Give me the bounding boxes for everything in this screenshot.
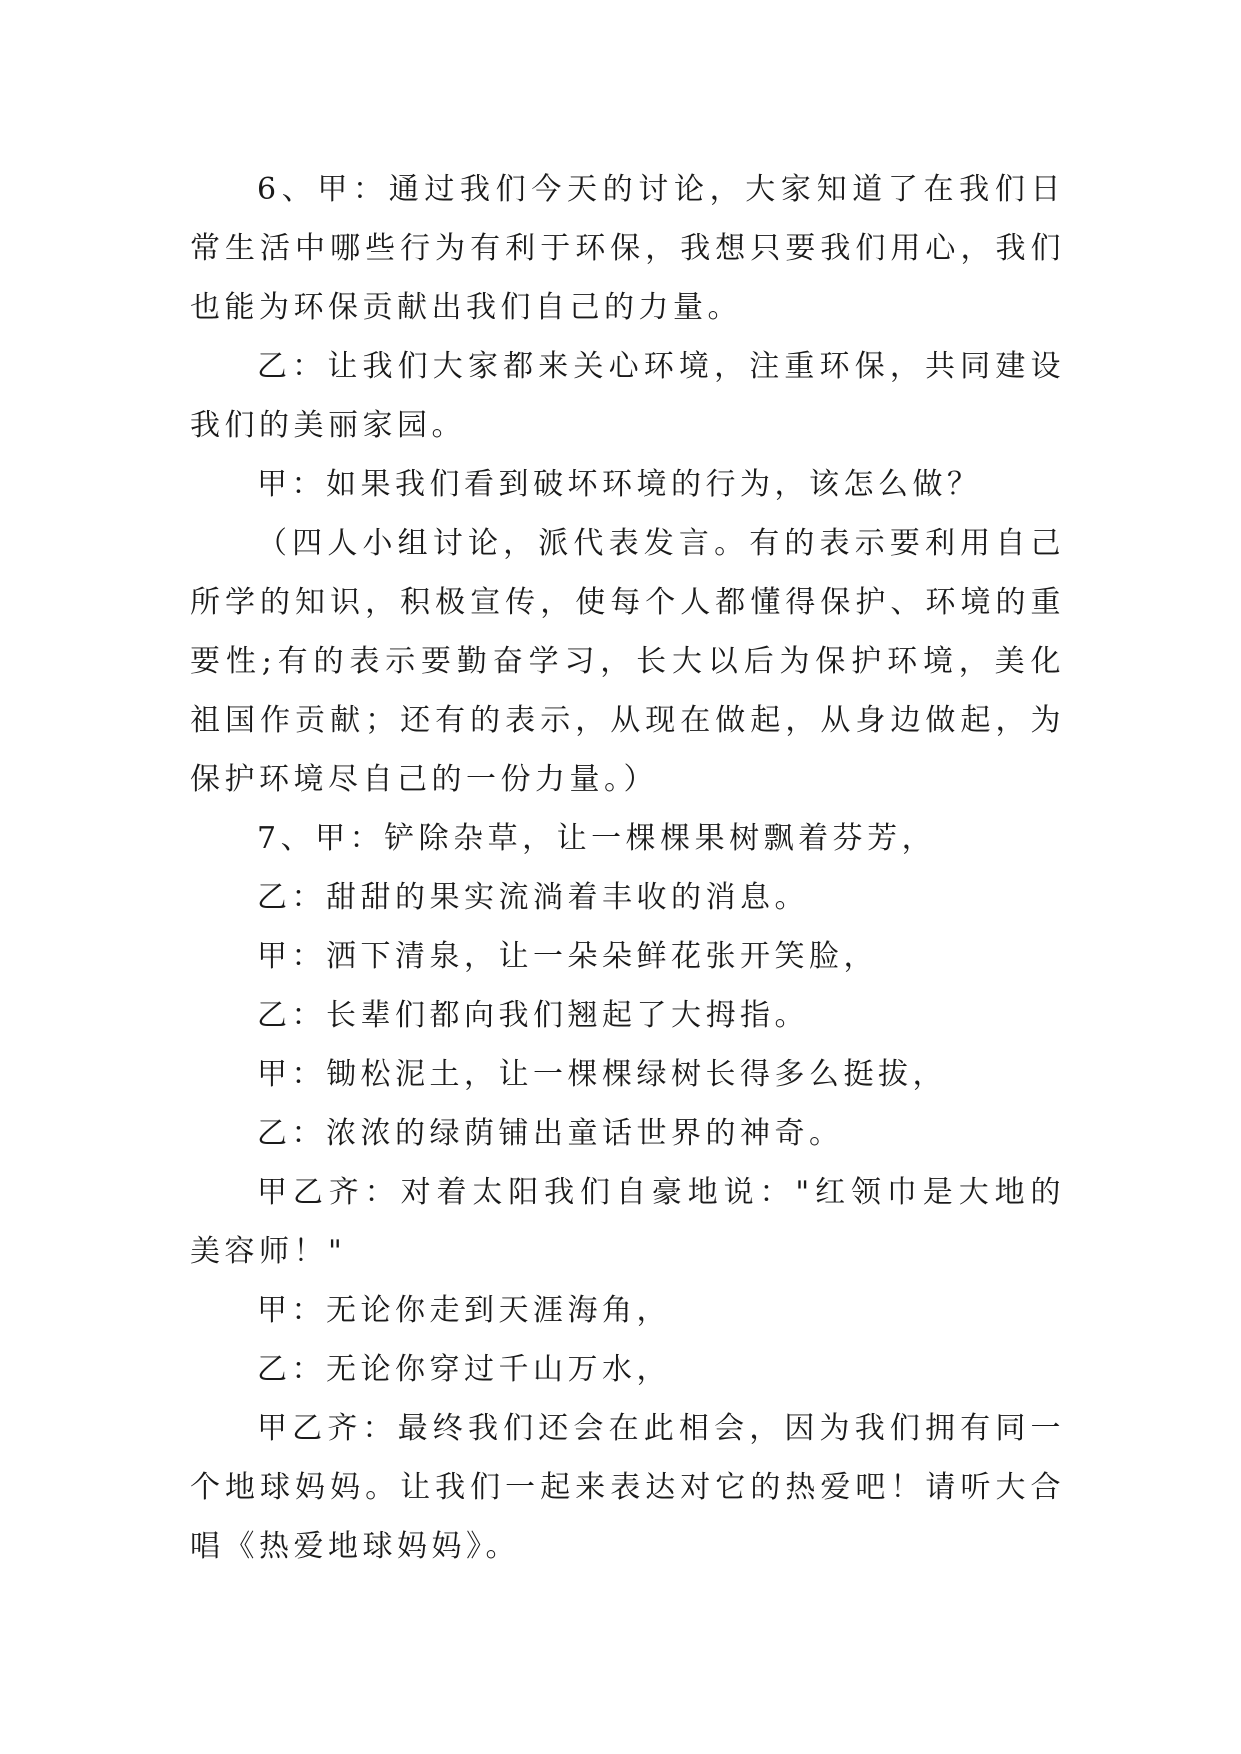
paragraph-yi-1: 乙：让我们大家都来关心环境，注重环保，共同建设我们的美丽家园。 — [190, 349, 1065, 443]
paragraph-together-1: 甲乙齐：对着太阳我们自豪地说："红领巾是大地的美容师！" — [190, 1175, 1065, 1269]
paragraph-jia-4: 甲：无论你走到天涯海角， — [257, 1293, 671, 1328]
paragraph-yi-3: 乙：长辈们都向我们翘起了大拇指。 — [257, 998, 809, 1033]
paragraph-6-jia: 6、甲：通过我们今天的讨论，大家知道了在我们日常生活中哪些行为有利于环保，我想只要我们用心，我们也能为环保贡献出我们自己的力量。 — [190, 172, 1065, 325]
paragraph-jia-2: 甲：洒下清泉，让一朵朵鲜花张开笑脸， — [257, 939, 878, 974]
paragraph-yi-4: 乙：浓浓的绿荫铺出童话世界的神奇。 — [257, 1116, 844, 1151]
paragraph-yi-2: 乙：甜甜的果实流淌着丰收的消息。 — [257, 880, 809, 915]
document-page — [190, 160, 1065, 1576]
paragraph-jia-question: 甲：如果我们看到破坏环境的行为，该怎么做？ — [257, 467, 982, 502]
paragraph-7-jia: 7、甲：铲除杂草，让一棵棵果树飘着芬芳， — [257, 821, 937, 856]
paragraph-group-discussion: （四人小组讨论，派代表发言。有的表示要利用自己所学的知识，积极宣传，使每个人都懂得保护、环境的重要性;有的表示要勤奋学习，长大以后为保护环境，美化祖国作贡献；还有的表示，从现在做起，从身边做起，为保护环境尽自己的一份力量。） — [190, 526, 1065, 797]
paragraph-together-2: 甲乙齐：最终我们还会在此相会，因为我们拥有同一个地球妈妈。让我们一起来表达对它的热爱吧！请听大合唱《热爱地球妈妈》。 — [190, 1411, 1065, 1564]
paragraph-jia-3: 甲：锄松泥土，让一棵棵绿树长得多么挺拔， — [257, 1057, 947, 1092]
paragraph-yi-5: 乙：无论你穿过千山万水， — [257, 1352, 671, 1387]
